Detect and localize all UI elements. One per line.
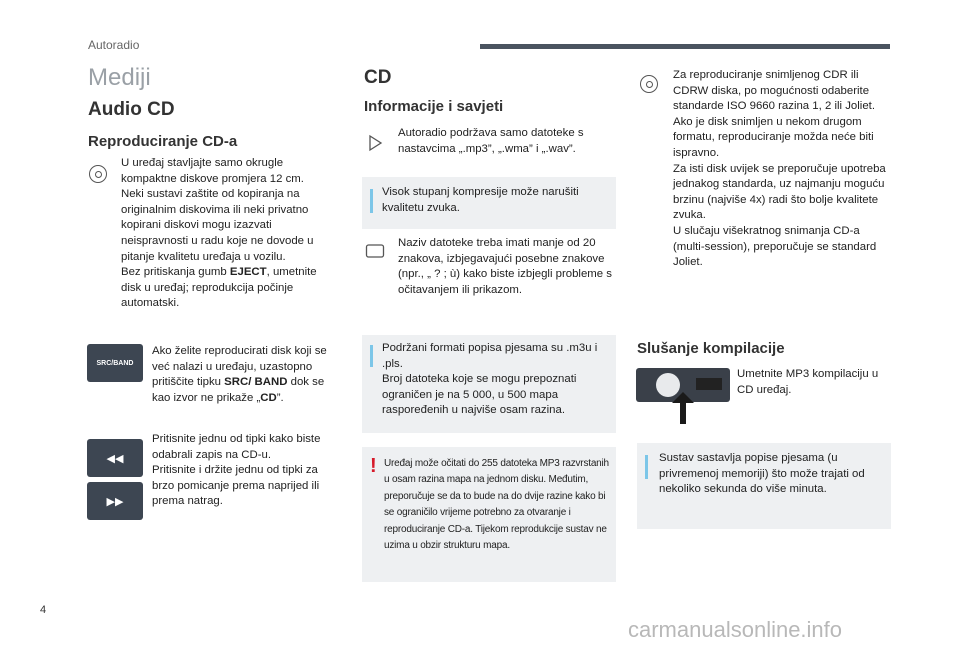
page-number: 4 <box>40 604 47 616</box>
audio-cd-title: Audio CD <box>88 99 175 120</box>
play-triangle-icon <box>366 134 384 152</box>
cd-disc-icon <box>89 165 107 183</box>
supported-formats-text: Autoradio podržava samo datoteke s nastavcima „.mp3”, „.wma” i „.wav”. <box>398 127 584 155</box>
cdr-standards-text: Za reproduciranje snimljenog CDR ili CDRW diska, po mogućnosti odaberite standarde ISO 9660 razina 1, 2 ili Joliet. Ako je disk snimljen u nekom drugom formatu, reproduciranje možda neće biti ispravno. Za isti disk uvijek se preporučuje upotreba jednakog standarda, uz najmanju moguću brzinu (najviše 4x) radi što bolje kvalitete zvuka. U slučaju višekratnog snimanja CD-a (multi-session), preporučuje se standard Joliet. <box>673 69 886 269</box>
info-box-compression: Visok stupanj kompresije može narušiti kvalitetu zvuka. <box>362 177 616 229</box>
info-icon <box>645 455 648 479</box>
fast-forward-icon: ▶▶ <box>106 495 124 508</box>
info-icon <box>370 345 373 367</box>
filename-text: Naziv datoteke treba imati manje od 20 znakova, izbjegavajući posebne znakove (npr., „ ? ; ù) kako biste izbjegli probleme s očitavanjem ili prikazom. <box>398 237 612 296</box>
info-box-playlists: Podržani formati popisa pjesama su .m3u i .pls. Broj datoteka koje se mogu prepoznati ograničen je na 5 000, u 500 mapa raspoređenih u najviše osam razina. <box>362 335 616 433</box>
track-select-text: Pritisnite jednu od tipki kako biste odabrali zapis na CD-u. Pritisnite i držite jednu od tipki za brzo pomicanje prema naprijed ili prema natrag. <box>152 433 321 508</box>
rewind-button-image <box>87 439 143 477</box>
screen-icon <box>365 243 385 259</box>
compilation-subtitle: Slušanje kompilacije <box>637 340 785 357</box>
info-subtitle: Informacije i savjeti <box>364 98 504 115</box>
src-band-button-image: SRC/BAND <box>87 344 143 382</box>
compilation-text: Umetnite MP3 kompilaciju u CD uređaj. <box>737 368 879 396</box>
running-header: Autoradio <box>88 38 140 52</box>
rewind-icon: ◀◀ <box>106 452 124 465</box>
section-title: Mediji <box>88 64 151 91</box>
cd-title: CD <box>364 67 392 88</box>
forward-button-image <box>87 482 143 520</box>
insert-arrow-icon <box>671 391 695 425</box>
warning-icon: ! <box>370 455 377 477</box>
info-icon <box>370 189 373 213</box>
cd-insert-text: U uređaj stavljajte samo okrugle kompaktne diskove promjera 12 cm. Neki sustavi zaštite od kopiranja na originalnim diskovima ili neki privatno kopirani diskovi mogu izazvati neispravnosti u radu koje ne dovode u pitanje kvalitetu uređaja u vozilu. Bez pritiskanja gumb EJECT, umetnite disk u uređaj; reprodukcija počinje automatski. <box>121 157 317 310</box>
src-band-text: Ako želite reproducirati disk koji se već nalazi u uređaju, uzastopno pritiščite tipku SRC/ BAND dok se kao izvor ne prikaže „CD”. <box>152 345 327 404</box>
cd-disc-icon <box>640 75 658 93</box>
warning-box: ! Uređaj može očitati do 255 datoteka MP3 razvrstanih u osam razina mapa na jednom disku. Međutim, preporučuje se da to bude na do dvije razine kako bi se ograničilo vrijeme potrebno za otvaranje i reproduciranje CD-a. Tijekom reprodukcije sustav ne uzima u obzir strukturu mapa. <box>362 447 616 582</box>
watermark: carmanualsonline.info <box>628 617 843 642</box>
header-bar <box>480 44 890 49</box>
info-box-playlist-build: Sustav sastavlja popise pjesama (u privremenoj memoriji) što može trajati od nekoliko sekunda do više minuta. <box>637 443 891 529</box>
reproduciranje-subtitle: Reproduciranje CD-a <box>88 133 238 150</box>
